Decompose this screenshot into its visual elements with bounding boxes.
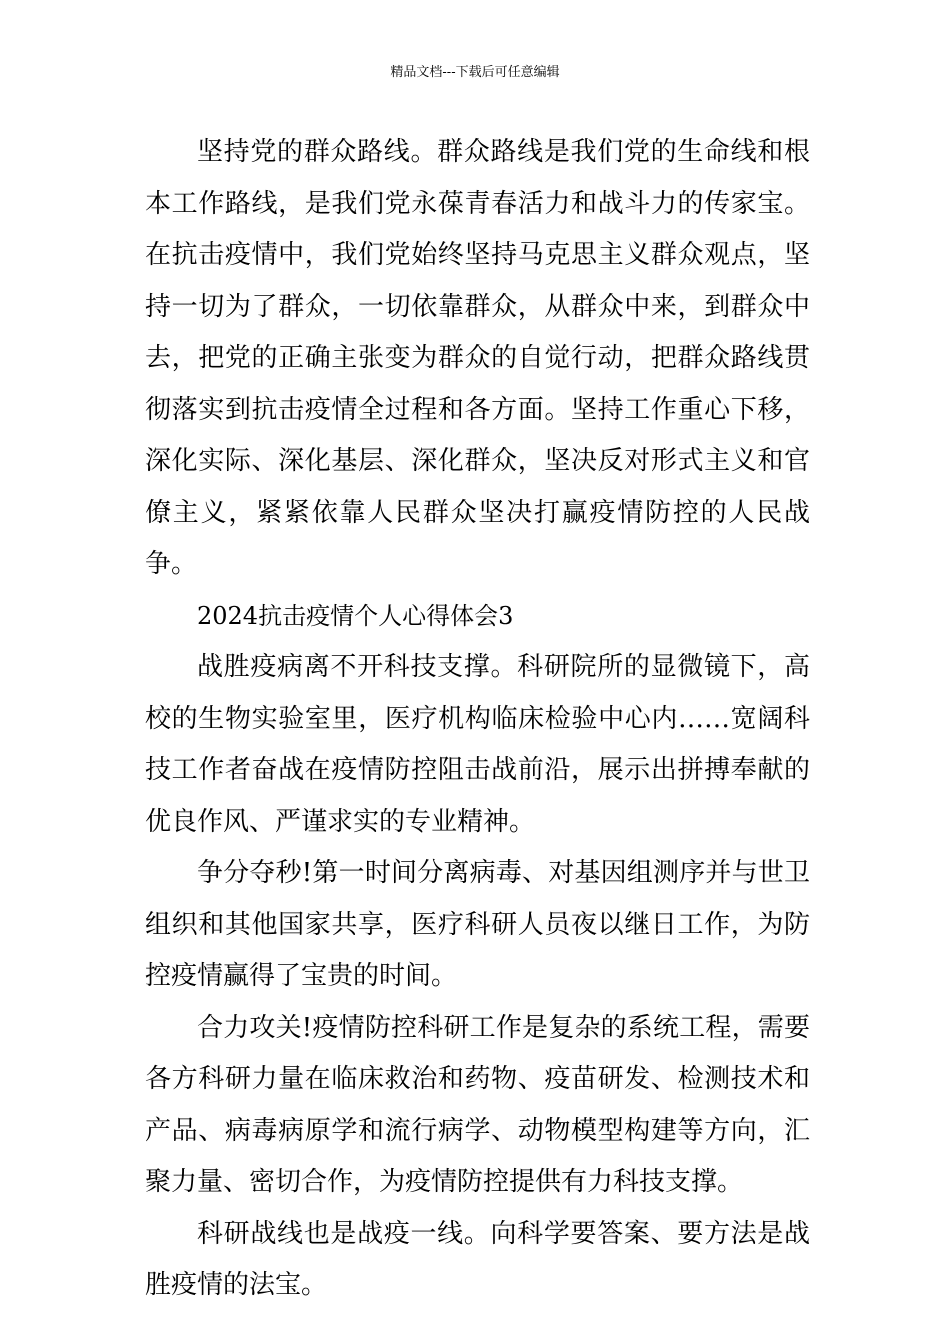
document-body [145,127,810,1312]
paragraph-race-against-time: 争分夺秒!第一时间分离病毒、对基因组测序并与世卫组织和其他国家共享，医疗科研人员夜以继日工作，为防控疫情赢得了宝贵的时间。 [145,858,810,991]
page-header: 精品文档---下载后可任意编辑 [390,65,560,80]
section-heading: 2024抗击疫情个人心得体会3 [197,601,514,630]
paragraph-tech-support: 战胜疫病离不开科技支撑。科研院所的显微镜下，高校的生物实验室里，医疗机构临床检验中心内……宽阔科技工作者奋战在疫情防控阻击战前沿，展示出拼搏奉献的优良作风、严谨求实的专业精神。 [145,652,810,837]
paragraph-joint-research: 合力攻关!疫情防控科研工作是复杂的系统工程，需要各方科研力量在临床救治和药物、疫苗研发、检测技术和产品、病毒病原学和流行病学、动物模型构建等方向，汇聚力量、密切合作，为疫情防控提供有力科技支撑。 [145,1012,810,1197]
paragraph-research-frontline: 科研战线也是战疫一线。向科学要答案、要方法是战胜疫情的法宝。 [145,1218,810,1300]
paragraph-mass-line: 坚持党的群众路线。群众路线是我们党的生命线和根本工作路线，是我们党永葆青春活力和战斗力的传家宝。在抗击疫情中，我们党始终坚持马克思主义群众观点，坚持一切为了群众，一切依靠群众，从群众中来，到群众中去，把党的正确主张变为群众的自觉行动，把群众路线贯彻落实到抗击疫情全过程和各方面。坚持工作重心下移，深化实际、深化基层、深化群众，坚决反对形式主义和官僚主义，紧紧依靠人民群众坚决打赢疫情防控的人民战争。 [145,137,810,579]
